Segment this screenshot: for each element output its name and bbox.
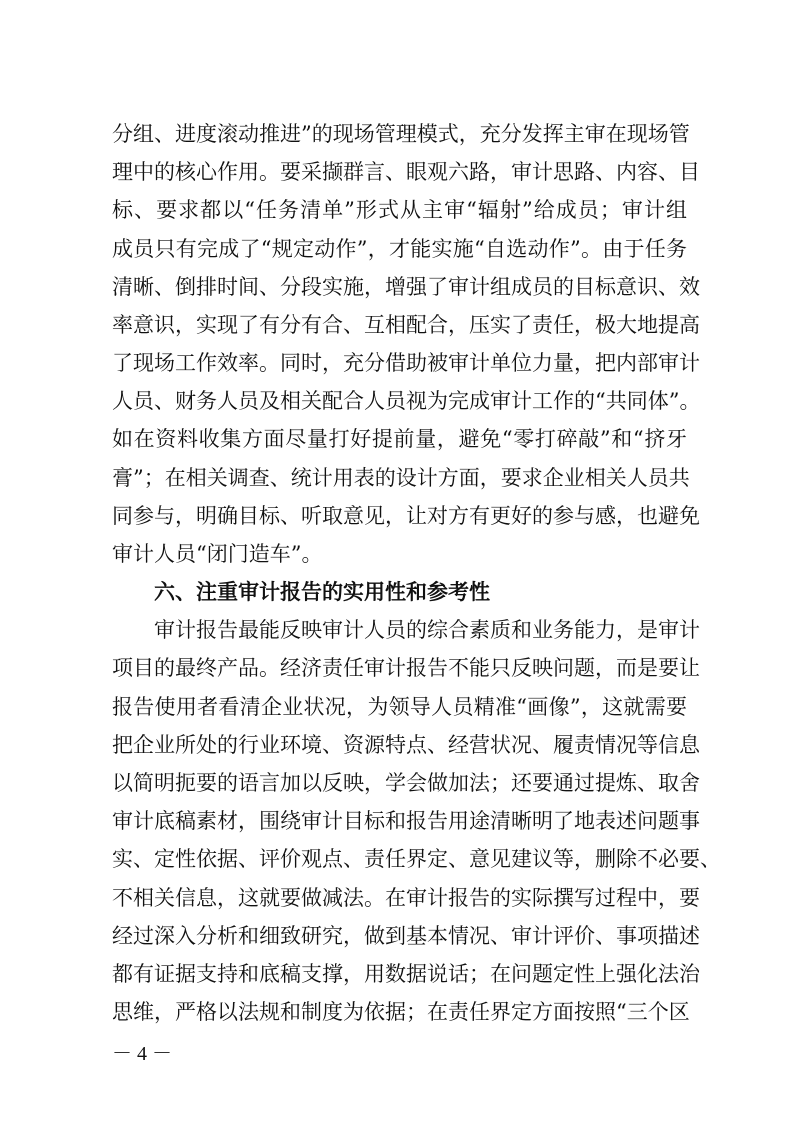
paragraph-line: 同参与，明确目标、听取意见，让对方有更好的参与感，也避免 (112, 503, 700, 528)
paragraph-line: 率意识，实现了有分有合、互相配合，压实了责任，极大地提高 (112, 312, 700, 337)
paragraph-line: 项目的最终产品。经济责任审计报告不能只反映问题，而是要让 (112, 656, 700, 681)
paragraph-line: 了现场工作效率。同时，充分借助被审计单位力量，把内部审计 (112, 351, 700, 375)
paragraph-line: 都有证据支持和底稿支撑，用数据说话；在问题定性上强化法治 (112, 961, 700, 986)
paragraph-line: 实、定性依据、评价观点、责任界定、意见建议等，删除不必要、 (112, 847, 721, 872)
section-heading: 六、注重审计报告的实用性和参考性 (154, 580, 490, 605)
paragraph-line: 报告使用者看清企业状况，为领导人员精准“画像”，这就需要 (112, 694, 687, 719)
paragraph-line: 人员、财务人员及相关配合人员视为完成审计工作的“共同体”。 (112, 389, 701, 414)
paragraph-line: 分组、进度滚动推进”的现场管理模式，充分发挥主审在现场管 (112, 122, 690, 146)
paragraph-line: 膏”；在相关调查、统计用表的设计方面，要求企业相关人员共 (112, 465, 690, 490)
paragraph-line: 不相关信息，这就要做减法。在审计报告的实际撰写过程中，要 (112, 885, 700, 910)
paragraph-line: 审计底稿素材，围绕审计目标和报告用途清晰明了地表述问题事 (112, 809, 700, 834)
page-number: － 4 － (112, 1043, 172, 1065)
paragraph-line: 审计人员“闭门造车”。 (112, 541, 323, 566)
paragraph-line: 把企业所处的行业环境、资源特点、经营状况、履责情况等信息 (112, 732, 700, 757)
paragraph-line: 如在资料收集方面尽量打好提前量，避免“零打碎敲”和“挤牙 (112, 427, 687, 452)
paragraph-line: 审计报告最能反映审计人员的综合素质和业务能力，是审计 (154, 618, 700, 643)
paragraph-line: 思维，严格以法规和制度为依据；在责任界定方面按照“三个区 (112, 1000, 690, 1024)
paragraph-line: 理中的核心作用。要采撷群言、眼观六路，审计思路、内容、目 (112, 160, 700, 185)
paragraph-line: 成员只有完成了“规定动作”，才能实施“自选动作”。由于任务 (112, 236, 687, 261)
paragraph-line: 以简明扼要的语言加以反映，学会做加法；还要通过提炼、取舍 (112, 771, 700, 795)
paragraph-line: 经过深入分析和细致研究，做到基本情况、审计评价、事项描述 (112, 923, 700, 948)
paragraph-line: 标、要求都以“任务清单”形式从主审“辐射”给成员；审计组 (112, 198, 687, 223)
paragraph-line: 清晰、倒排时间、分段实施，增强了审计组成员的目标意识、效 (112, 274, 700, 299)
